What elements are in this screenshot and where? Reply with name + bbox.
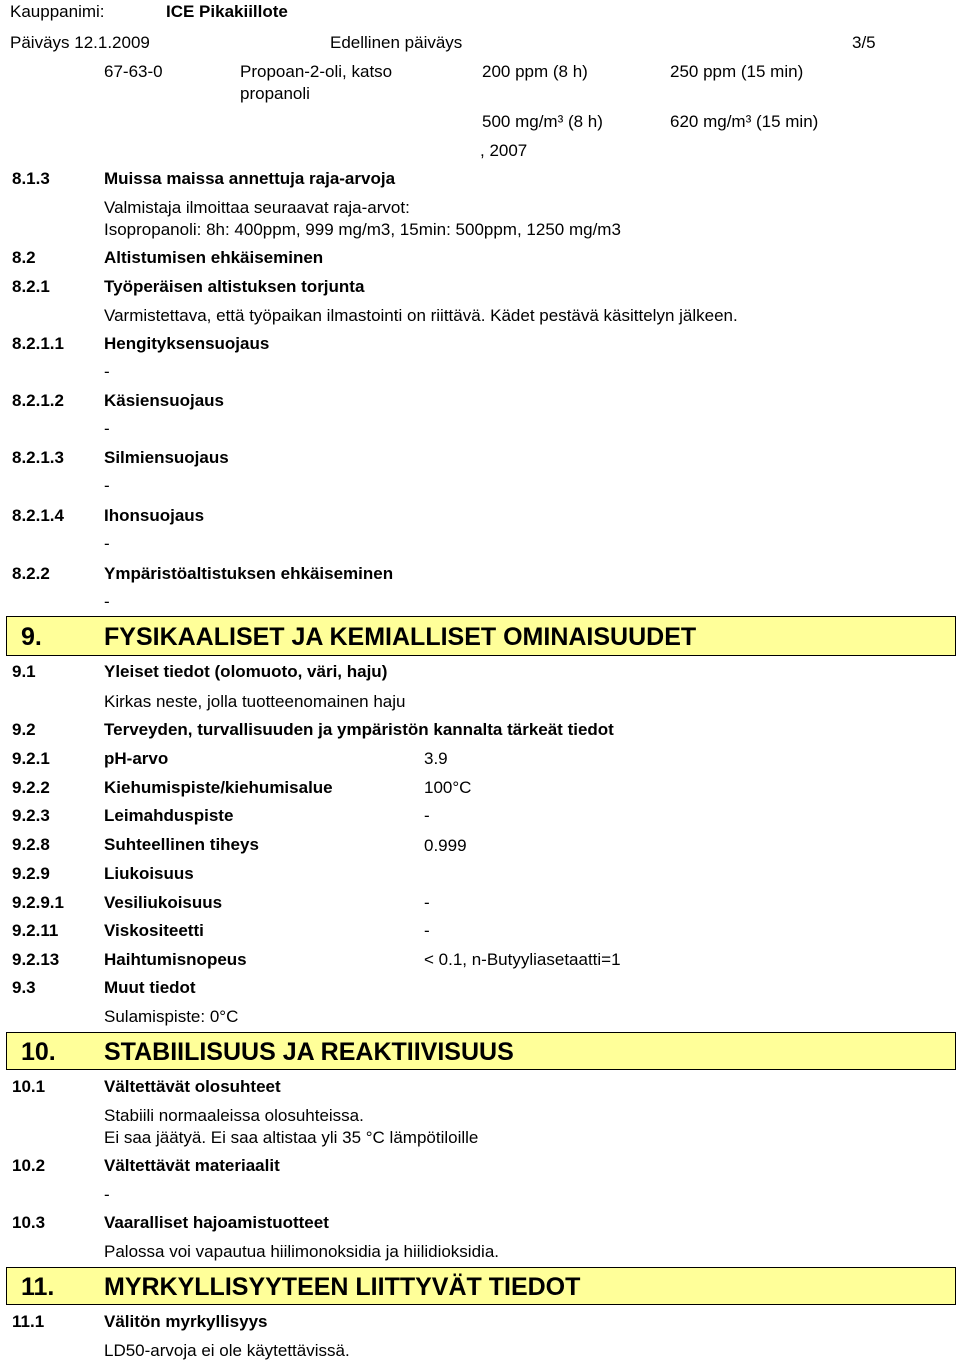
section-8-2-1-text: Varmistettava, että työpaikan ilmastointi on riittävä. Kädet pestävä käsittelyn jälkeen. (104, 306, 738, 325)
section-10-1-line2: Ei saa jäätyä. Ei saa altistaa yli 35 °C lämpötiloille (104, 1128, 479, 1147)
property-number: 9.2.13 (12, 950, 60, 969)
property-label: Viskositeetti (104, 921, 204, 940)
property-label: Liukoisuus (104, 864, 194, 883)
property-value: - (424, 921, 430, 940)
section-10-1-line1: Stabiili normaaleissa olosuhteissa. (104, 1106, 364, 1125)
property-value: 0.999 (424, 836, 467, 855)
section-8-2-1-4-number: 8.2.1.4 (12, 506, 64, 525)
limit-ppm-8h: 200 ppm (8 h) (482, 62, 588, 81)
section-10-number: 10. (21, 1038, 56, 1066)
section-8-2-1-title: Työperäisen altistuksen torjunta (104, 277, 365, 296)
property-number: 9.2.11 (12, 921, 59, 940)
section-8-2-1-2-text: - (104, 419, 110, 438)
section-9-3-number: 9.3 (12, 978, 36, 997)
section-11-title: MYRKYLLISYYTEEN LIITTYVÄT TIEDOT (104, 1273, 581, 1301)
section-9-1-title: Yleiset tiedot (olomuoto, väri, haju) (104, 662, 388, 681)
section-8-2-2-title: Ympäristöaltistuksen ehkäiseminen (104, 564, 394, 583)
property-label: Suhteellinen tiheys (104, 835, 259, 854)
property-number: 9.2.2 (12, 778, 50, 797)
section-10-3-title: Vaaralliset hajoamistuotteet (104, 1213, 329, 1232)
section-8-2-1-3-text: - (104, 476, 110, 495)
section-9-2-number: 9.2 (12, 720, 36, 739)
section-9-2-title: Terveyden, turvallisuuden ja ympäristön kannalta tärkeät tiedot (104, 720, 614, 739)
property-value: - (424, 806, 430, 825)
property-number: 9.2.3 (12, 806, 50, 825)
section-10-title: STABIILISUUS JA REAKTIIVISUUS (104, 1038, 514, 1066)
section-9-3-text: Sulamispiste: 0°C (104, 1007, 239, 1026)
section-10-3-text: Palossa voi vapautua hiilimonoksidia ja hiilidioksidia. (104, 1242, 499, 1261)
section-10-2-title: Vältettävät materiaalit (104, 1156, 280, 1175)
property-label: Haihtumisnopeus (104, 950, 247, 969)
section-8-2-1-number: 8.2.1 (12, 277, 50, 296)
substance-name-line2: propanoli (240, 84, 310, 103)
section-8-2-1-3-title: Silmiensuojaus (104, 448, 229, 467)
limit-mg-15min: 620 mg/m³ (15 min) (670, 112, 819, 131)
section-8-1-3-title: Muissa maissa annettuja raja-arvoja (104, 169, 396, 188)
section-8-1-3-line2: Isopropanoli: 8h: 400ppm, 999 mg/m3, 15min: 500ppm, 1250 mg/m3 (104, 220, 621, 239)
section-8-2-1-4-title: Ihonsuojaus (104, 506, 205, 525)
property-label: Leimahduspiste (104, 806, 234, 825)
section-8-2-1-4-text: - (104, 534, 110, 553)
property-number: 9.2.8 (12, 835, 50, 854)
page-number: 3/5 (852, 33, 876, 52)
section-10-1-title: Vältettävät olosuhteet (104, 1077, 281, 1096)
section-9-title: FYSIKAALISET JA KEMIALLISET OMINAISUUDET (104, 623, 697, 651)
section-9-1-number: 9.1 (12, 662, 36, 681)
property-value: - (424, 893, 430, 912)
substance-name-line1: Propoan-2-oli, katso (240, 62, 393, 81)
section-8-2-2-number: 8.2.2 (12, 564, 50, 583)
section-8-2-title: Altistumisen ehkäiseminen (104, 248, 324, 267)
property-label: Kiehumispiste/kiehumisalue (104, 778, 333, 797)
property-value: < 0.1, n-Butyyliasetaatti=1 (424, 950, 621, 969)
section-8-1-3-line1: Valmistaja ilmoittaa seuraavat raja-arvot: (104, 198, 410, 217)
section-10-1-number: 10.1 (12, 1077, 46, 1096)
trade-name-label: Kauppanimi: (10, 2, 105, 21)
section-8-2-1-1-title: Hengityksensuojaus (104, 334, 270, 353)
section-11-number: 11. (21, 1273, 55, 1301)
property-label: pH-arvo (104, 749, 169, 768)
section-8-2-2-text: - (104, 592, 110, 611)
document-date: Päiväys 12.1.2009 (10, 33, 150, 52)
limit-year: , 2007 (480, 141, 528, 160)
section-11-1-number: 11.1 (12, 1312, 45, 1331)
section-11-banner (6, 1267, 956, 1305)
section-8-1-3-number: 8.1.3 (12, 169, 50, 188)
limit-ppm-15min: 250 ppm (15 min) (670, 62, 804, 81)
section-9-number: 9. (21, 623, 42, 651)
section-9-1-text: Kirkas neste, jolla tuotteenomainen haju (104, 692, 406, 711)
section-11-1-text: LD50-arvoja ei ole käytettävissä. (104, 1341, 350, 1360)
property-value: 3.9 (424, 749, 448, 768)
section-8-2-1-3-number: 8.2.1.3 (12, 448, 64, 467)
property-number: 9.2.9.1 (12, 893, 64, 912)
trade-name: ICE Pikakiillote (166, 2, 288, 21)
section-8-2-1-2-title: Käsiensuojaus (104, 391, 224, 410)
cas-number: 67-63-0 (104, 62, 163, 81)
section-9-banner (6, 616, 956, 656)
section-10-banner (6, 1032, 956, 1070)
previous-date-label: Edellinen päiväys (330, 33, 463, 52)
property-number: 9.2.9 (12, 864, 50, 883)
section-10-2-text: - (104, 1185, 110, 1204)
property-number: 9.2.1 (12, 749, 50, 768)
section-8-2-1-2-number: 8.2.1.2 (12, 391, 64, 410)
section-9-3-title: Muut tiedot (104, 978, 196, 997)
property-value: 100°C (424, 778, 472, 797)
section-8-2-1-1-text: - (104, 362, 110, 381)
section-11-1-title: Välitön myrkyllisyys (104, 1312, 268, 1331)
property-label: Vesiliukoisuus (104, 893, 223, 912)
section-8-2-1-1-number: 8.2.1.1 (12, 334, 64, 353)
section-8-2-number: 8.2 (12, 248, 36, 267)
section-10-2-number: 10.2 (12, 1156, 46, 1175)
section-10-3-number: 10.3 (12, 1213, 46, 1232)
limit-mg-8h: 500 mg/m³ (8 h) (482, 112, 603, 131)
